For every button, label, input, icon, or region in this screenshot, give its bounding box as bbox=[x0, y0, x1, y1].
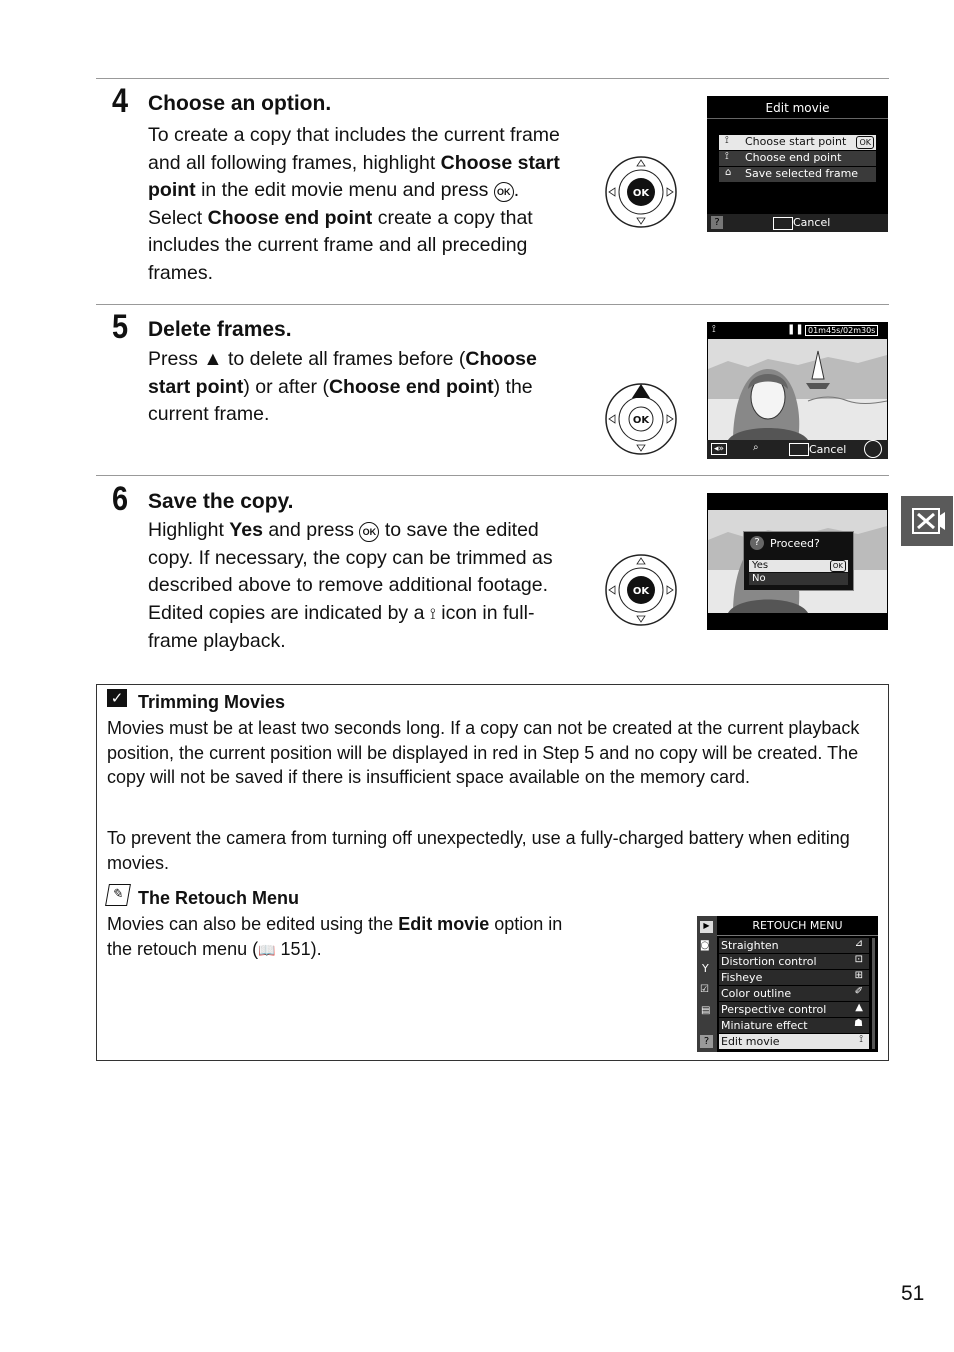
screen-title: Edit movie bbox=[765, 101, 830, 115]
retouch-item[interactable]: Perspective control ▲ bbox=[719, 1002, 869, 1017]
dialog-title: Proceed? bbox=[770, 537, 820, 550]
question-icon: ? bbox=[750, 536, 764, 550]
multi-selector-up-icon bbox=[604, 382, 678, 456]
step-body: Press ▲ to delete all frames before (Choose start point) or after (Choose end point) the current frame. bbox=[148, 348, 537, 425]
ok-label: OK bbox=[632, 415, 650, 426]
menu-item-choose-start[interactable] bbox=[719, 135, 876, 150]
menu-item-save-frame[interactable] bbox=[719, 167, 876, 182]
ok-button-icon: OK bbox=[494, 182, 514, 202]
retouch-item[interactable]: Fisheye ⊞ bbox=[719, 970, 869, 985]
multi-selector-icon bbox=[864, 440, 882, 458]
note-paragraph: Movies must be at least two seconds long. If a copy can not be created at the current playback position, the current position will be displayed in red in Step 5 and no copy will be created. The copy will not be saved if there is insufficient space available on the memory card. bbox=[107, 718, 860, 787]
no-label: No bbox=[752, 573, 766, 584]
playback-button-icon bbox=[773, 217, 793, 230]
zoom-icon: ⌕ bbox=[753, 442, 759, 453]
retouch-item[interactable]: Straighten ⊿ bbox=[719, 938, 869, 953]
edited-movie-icon: ⟟ bbox=[429, 605, 436, 623]
retouch-item[interactable]: Color outline ✐ bbox=[719, 986, 869, 1001]
save-frame-icon: ⌂ bbox=[725, 167, 732, 178]
color-outline-icon: ✐ bbox=[854, 986, 863, 997]
retouch-item[interactable]: Miniature effect ☗ bbox=[719, 1018, 869, 1033]
step-body: Highlight Yes and press OK to save the edited copy. If necessary, the copy can be trimmed as described above to remove additional footage. Edited copies are indicated by a ⟟ icon in full-frame playback. bbox=[148, 519, 553, 652]
cancel-label: Cancel bbox=[793, 216, 831, 229]
menu-item-choose-end[interactable] bbox=[719, 151, 876, 166]
note-paragraph: Movies can also be edited using the Edit movie option in the retouch menu (📖 151). bbox=[107, 914, 563, 959]
delete-frames-screen bbox=[707, 322, 888, 459]
help-icon: ? bbox=[700, 1035, 713, 1048]
step-title: Delete frames. bbox=[148, 318, 292, 341]
playback-button-icon bbox=[789, 443, 809, 456]
step-body: To create a copy that includes the current frame and all following frames, highlight Choose start point in the edit movie menu and press OK . Select Choose end point create a copy that includes the current frame and all preceding frames. bbox=[148, 124, 560, 284]
volume-icon: ◂» bbox=[711, 443, 727, 455]
perspective-icon: ▲ bbox=[855, 1002, 863, 1013]
setup-tab-icon: Y bbox=[702, 962, 709, 975]
yes-option[interactable] bbox=[749, 560, 848, 572]
movie-icon bbox=[901, 496, 953, 546]
straighten-icon: ⊿ bbox=[854, 938, 863, 949]
ok-label: OK bbox=[632, 586, 650, 597]
distortion-icon: ⊡ bbox=[854, 954, 863, 965]
my-menu-tab-icon: ▤ bbox=[701, 1005, 711, 1016]
edit-movie-screen bbox=[707, 96, 888, 232]
save-copy-screen bbox=[707, 493, 888, 630]
proceed-dialog bbox=[743, 531, 854, 591]
retouch-item[interactable]: Distortion control ⊡ bbox=[719, 954, 869, 969]
step-number: 4 bbox=[112, 82, 129, 120]
ok-label: OK bbox=[632, 188, 650, 199]
ok-button-icon: OK bbox=[359, 522, 379, 542]
help-icon: ? bbox=[711, 216, 723, 229]
cancel-label: Cancel bbox=[809, 443, 847, 456]
pencil-note-icon: ✎ bbox=[105, 884, 131, 906]
movie-section-tab bbox=[901, 496, 953, 546]
step-title: Save the copy. bbox=[148, 490, 294, 513]
edit-movie-icon: ⟟ bbox=[859, 1034, 863, 1045]
menu-item-label: Choose start point bbox=[745, 135, 847, 148]
note-heading: Trimming Movies bbox=[138, 692, 286, 712]
movie-frame-image bbox=[708, 339, 887, 440]
notes-box bbox=[96, 684, 889, 1061]
ok-badge: OK bbox=[856, 136, 874, 149]
edit-icon: ⟟ bbox=[712, 324, 716, 335]
retouch-item-selected[interactable]: Edit movie ⟟ bbox=[719, 1034, 869, 1049]
timecode: 01m45s/02m30s bbox=[805, 325, 878, 336]
multi-selector-ok-icon bbox=[604, 155, 678, 229]
yes-label: Yes bbox=[752, 560, 769, 571]
page-number: 51 bbox=[901, 1282, 925, 1305]
retouch-tab-icon: ☑ bbox=[700, 984, 709, 995]
rule-step5 bbox=[96, 304, 889, 305]
note-heading: The Retouch Menu bbox=[138, 888, 299, 908]
step-number: 6 bbox=[112, 480, 129, 518]
ok-badge: OK bbox=[830, 560, 846, 572]
pause-icon: ❚❚ bbox=[787, 324, 804, 335]
menu-item-label: Save selected frame bbox=[745, 167, 859, 180]
scrollbar[interactable] bbox=[872, 938, 875, 1049]
shooting-tab-icon: ◙ bbox=[700, 940, 710, 951]
start-point-icon: ⟟ bbox=[725, 135, 729, 146]
menu-item-label: Choose end point bbox=[745, 151, 842, 164]
page-reference-icon: 📖 bbox=[258, 941, 276, 958]
rule-step6 bbox=[96, 475, 889, 476]
multi-selector-ok-icon bbox=[604, 553, 678, 627]
miniature-icon: ☗ bbox=[854, 1018, 863, 1029]
no-option[interactable] bbox=[749, 573, 848, 585]
end-point-icon: ⟟ bbox=[725, 151, 729, 162]
fisheye-icon: ⊞ bbox=[854, 970, 863, 981]
step-title: Choose an option. bbox=[148, 92, 332, 115]
rule-top bbox=[96, 78, 889, 79]
menu-title: RETOUCH MENU bbox=[752, 919, 843, 932]
note-paragraph: To prevent the camera from turning off unexpectedly, use a fully-charged battery when editing movies. bbox=[107, 828, 850, 873]
step-number: 5 bbox=[112, 308, 129, 346]
playback-tab-icon: ▶ bbox=[700, 921, 713, 933]
check-icon: ✓ bbox=[107, 689, 127, 707]
retouch-menu-screen bbox=[697, 916, 878, 1052]
